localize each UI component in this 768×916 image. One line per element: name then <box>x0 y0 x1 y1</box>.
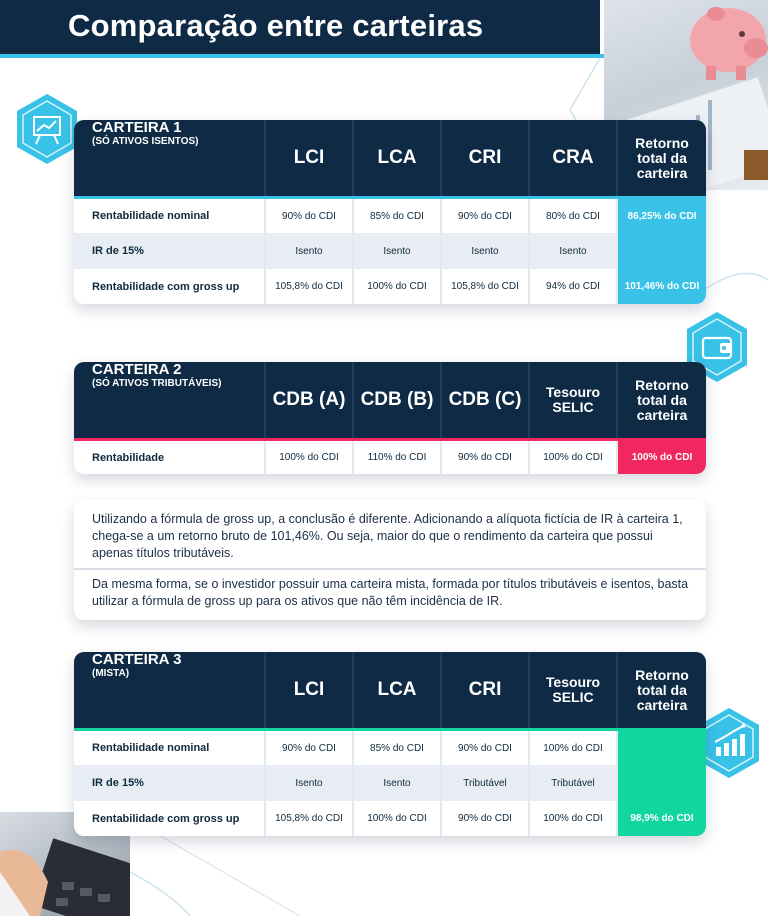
total-return: 86,25% do CDI <box>618 199 706 233</box>
column-header: CDB (B) <box>354 362 442 438</box>
column-header: LCA <box>354 120 442 196</box>
explanation-paragraph-1: Utilizando a fórmula de gross up, a conclusão é diferente. Adicionando a alíquota fictícia de IR à carteira 1, chega-se a um retorno bruto de 101,46%. Ou seja, maior do que o rendimento da carteira que possui apenas títulos tributáveis. <box>92 512 683 560</box>
table-carteira-3 <box>74 652 706 836</box>
table-header <box>74 652 706 728</box>
column-header: Tesouro SELIC <box>530 362 618 438</box>
table-header <box>74 362 706 438</box>
table-row: Rentabilidade com gross up 105,8% do CDI 100% do CDI 105,8% do CDI 94% do CDI 101,46% do CDI <box>74 269 706 304</box>
total-return: 98,9% do CDI <box>618 801 706 836</box>
table-row: Rentabilidade 100% do CDI 110% do CDI 90% do CDI 100% do CDI 100% do CDI <box>74 441 706 474</box>
column-header: CDB (A) <box>266 362 354 438</box>
column-header: CRA <box>530 120 618 196</box>
table-row: IR de 15% Isento Isento Tributável Tributável <box>74 765 706 801</box>
column-header: CRI <box>442 120 530 196</box>
column-header: CRI <box>442 652 530 728</box>
table-row: IR de 15% Isento Isento Isento Isento <box>74 233 706 269</box>
table-header <box>74 120 706 196</box>
explanation-box <box>74 500 706 620</box>
table-row: Rentabilidade nominal 90% do CDI 85% do CDI 90% do CDI 100% do CDI <box>74 731 706 765</box>
presentation-board-icon <box>14 92 80 166</box>
table-title: CARTEIRA 2 <box>92 362 182 378</box>
table-subtitle: (MISTA) <box>92 668 130 679</box>
total-return <box>618 765 706 801</box>
total-return: 100% do CDI <box>618 441 706 474</box>
table-title: CARTEIRA 1 <box>92 120 182 136</box>
table-subtitle: (SÓ ATIVOS TRIBUTÁVEIS) <box>92 378 222 389</box>
table-title: CARTEIRA 3 <box>92 652 182 668</box>
total-return: 101,46% do CDI <box>618 269 706 304</box>
table-row: Rentabilidade nominal 90% do CDI 85% do CDI 90% do CDI 80% do CDI 86,25% do CDI <box>74 199 706 233</box>
column-header: CDB (C) <box>442 362 530 438</box>
column-header: LCI <box>266 652 354 728</box>
total-return <box>618 233 706 269</box>
column-header: Tesouro SELIC <box>530 652 618 728</box>
return-header: Retorno total da carteira <box>635 666 689 713</box>
explanation-paragraph-2: Da mesma forma, se o investidor possuir uma carteira mista, formada por títulos tributáveis e isentos, basta utilizar a fórmula de gross up para os ativos que não têm incidência de IR. <box>92 577 689 608</box>
divider <box>74 568 706 570</box>
total-return <box>618 731 706 765</box>
table-carteira-1 <box>74 120 706 304</box>
column-header: LCA <box>354 652 442 728</box>
column-header: LCI <box>266 120 354 196</box>
return-header: Retorno total da carteira <box>635 134 689 181</box>
page-title: Comparação entre carteiras <box>68 8 484 43</box>
table-carteira-2 <box>74 362 706 474</box>
table-row: Rentabilidade com gross up 105,8% do CDI 100% do CDI 90% do CDI 100% do CDI 98,9% do CDI <box>74 801 706 836</box>
table-subtitle: (SÓ ATIVOS ISENTOS) <box>92 136 199 147</box>
return-header: Retorno total da carteira <box>635 376 689 423</box>
